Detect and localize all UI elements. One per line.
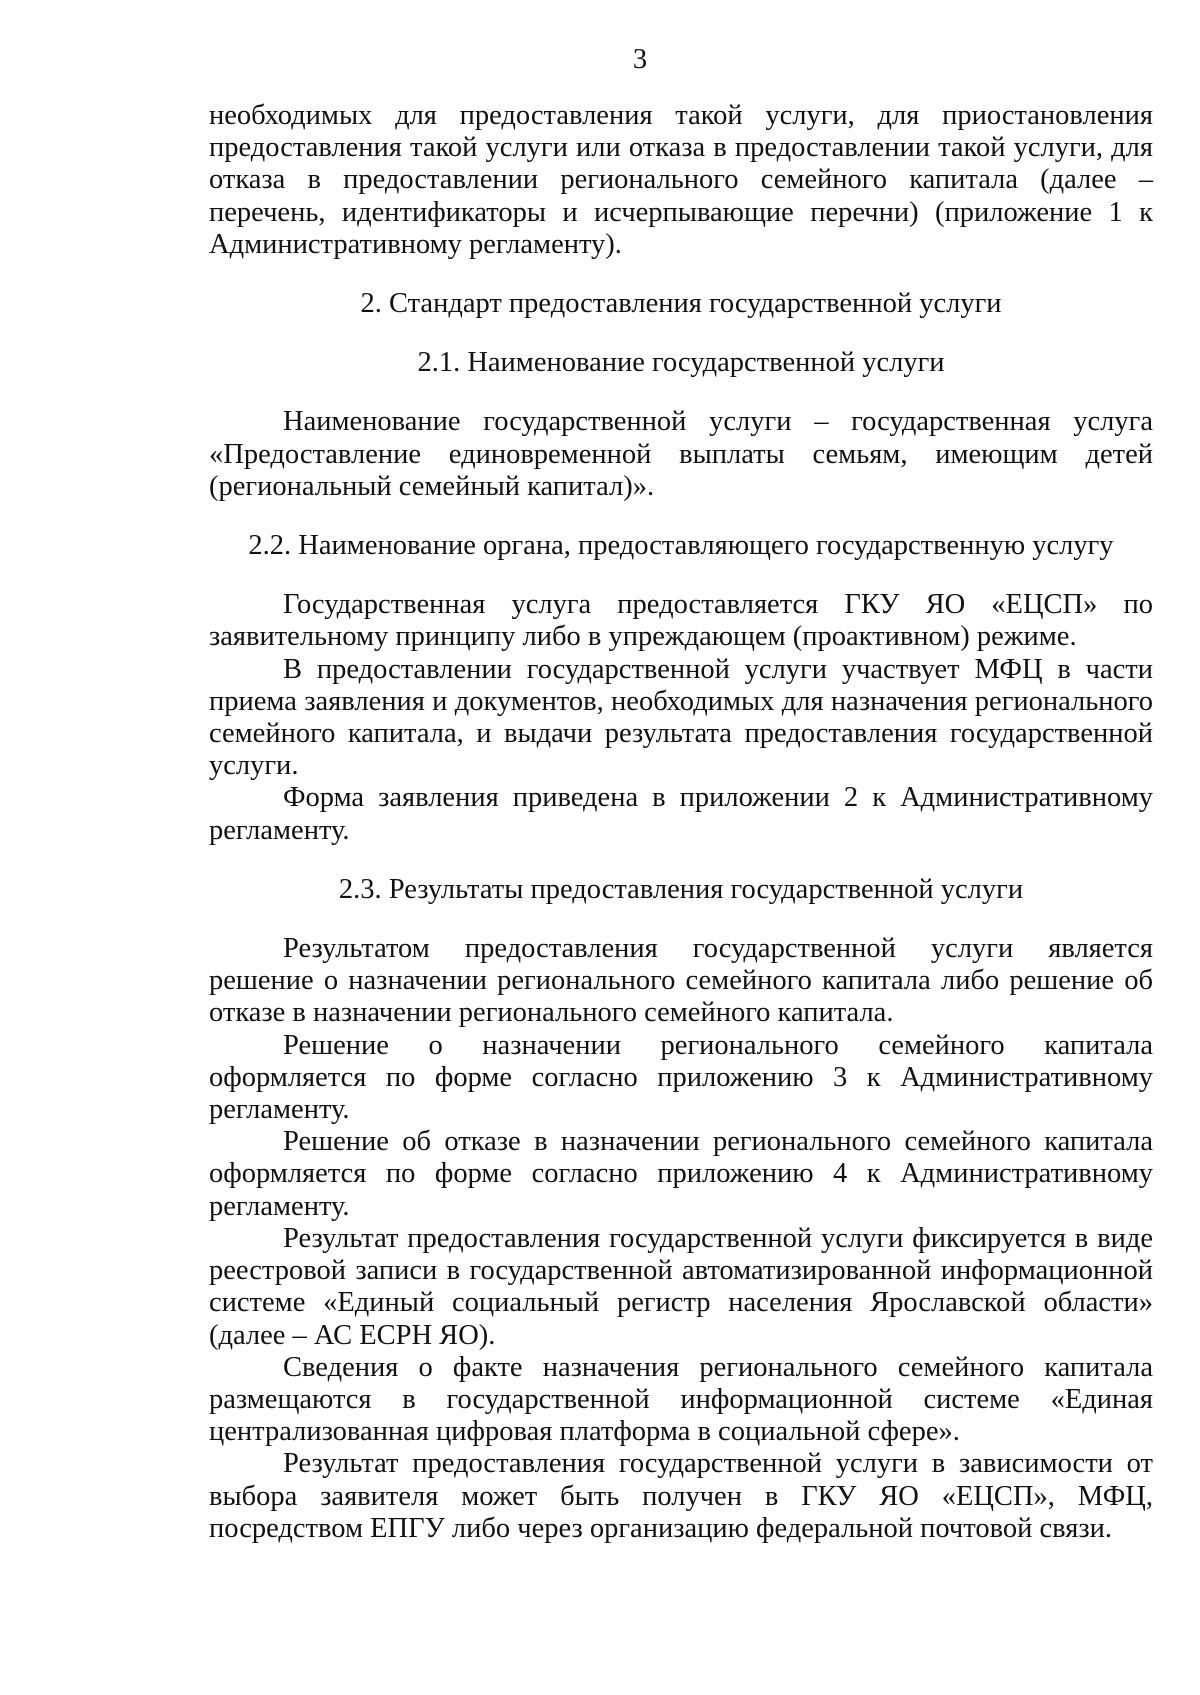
paragraph-service-provider: Государственная услуга предоставляется ГКУ ЯО «ЕЦСП» по заявительному принципу либо в упреждающем (проактивном) режиме.: [209, 589, 1153, 653]
paragraph-mfc-participation: В предоставлении государственной услуги участвует МФЦ в части приема заявления и документов, необходимых для назначения регионального семейного капитала, и выдачи результата предоставления государственной услуги.: [209, 653, 1153, 782]
document-body: [209, 100, 1153, 1545]
paragraph-application-form: Форма заявления приведена в приложении 2 к Административному регламенту.: [209, 782, 1153, 846]
paragraph-registry-record: Результат предоставления государственной услуги фиксируется в виде реестровой записи в государственной автоматизированной информационной системе «Единый социальный регистр населения Ярославской области» (далее – АС ЕСРН ЯО).: [209, 1222, 1153, 1351]
subsection-heading-2-3: 2.3. Результаты предоставления государственной услуги: [338, 873, 1024, 905]
paragraph-service-name: Наименование государственной услуги – государственная услуга «Предоставление единовременной выплаты семьям, имеющим детей (региональный семейный капитал)».: [209, 406, 1153, 502]
subsection-heading-2-2: 2.2. Наименование органа, предоставляющего государственную услугу: [248, 530, 1114, 562]
subsection-heading-2-1: 2.1. Наименование государственной услуги: [417, 347, 945, 379]
paragraph-result-decision: Результатом предоставления государственной услуги является решение о назначении регионального семейного капитала либо решение об отказе в назначении регионального семейного капитала.: [209, 933, 1153, 1029]
paragraph-approval-form: Решение о назначении регионального семейного капитала оформляется по форме согласно приложению 3 к Административному регламенту.: [209, 1029, 1153, 1126]
section-heading-2: 2. Стандарт предоставления государственной услуги: [360, 288, 1002, 320]
paragraph-information-placement: Сведения о факте назначения регионального семейного капитала размещаются в государственной информационной системе «Единая централизованная цифровая платформа в социальной сфере».: [209, 1351, 1153, 1448]
paragraph-result-delivery: Результат предоставления государственной услуги в зависимости от выбора заявителя может быть получен в ГКУ ЯО «ЕЦСП», МФЦ, посредством ЕПГУ либо через организацию федеральной почтовой связи.: [209, 1448, 1153, 1544]
paragraph-refusal-form: Решение об отказе в назначении регионального семейного капитала оформляется по форме согласно приложению 4 к Административному регламенту.: [209, 1126, 1153, 1222]
page-number: 3: [632, 44, 648, 75]
paragraph-intro-continuation: необходимых для предоставления такой услуги, для приостановления предоставления такой услуги или отказа в предоставлении такой услуги, для отказа в предоставлении регионального семейного капитала (далее – перечень, идентификаторы и исчерпывающие перечни) (приложение 1 к Административному регламенту).: [209, 100, 1153, 260]
